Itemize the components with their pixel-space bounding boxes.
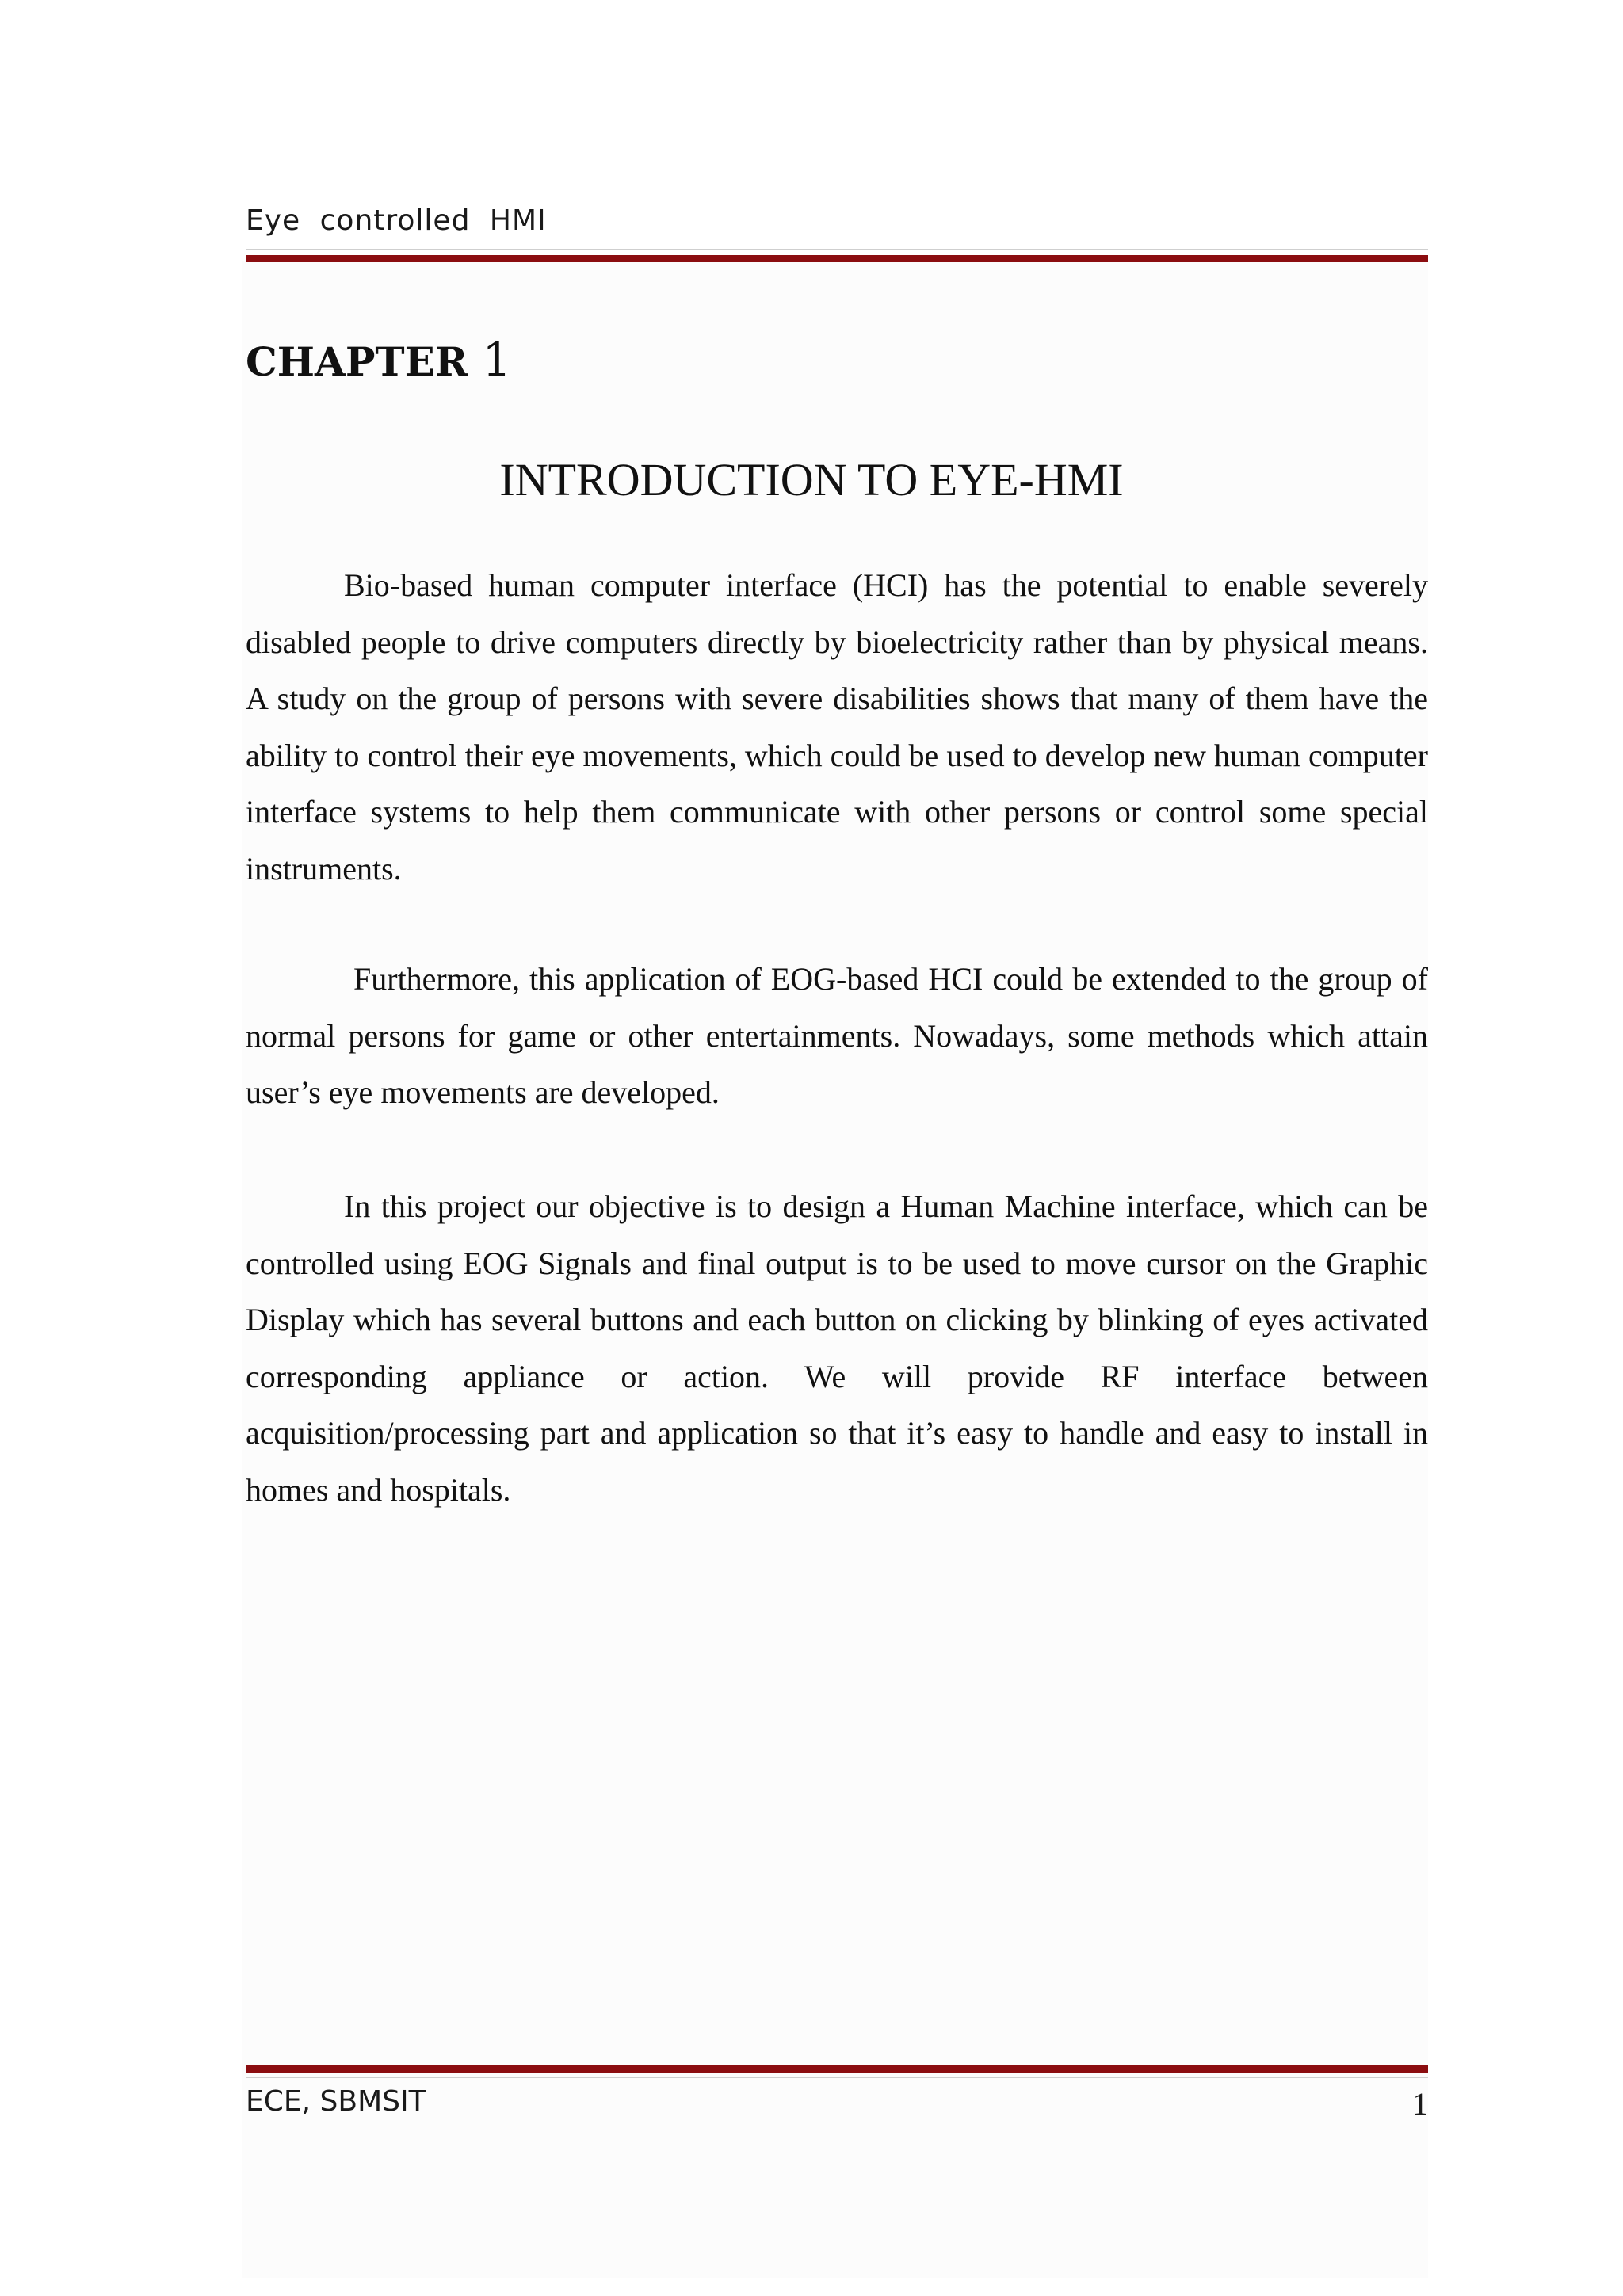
paragraph-2: Furthermore, this application of EOG-based HCI could be extended to the group of normal persons for game or other entertainments. Nowadays, some methods which attain user’s eye movements are developed. — [246, 961, 1428, 1110]
running-header: Eye controlled HMI — [246, 204, 547, 237]
chapter-number: 1 — [482, 333, 512, 387]
page-number: 1 — [1412, 2086, 1428, 2122]
header-thin-rule — [246, 249, 1428, 250]
footer-thick-rule — [246, 2065, 1428, 2073]
footer-thin-rule — [246, 2077, 1428, 2078]
footer-department: ECE, SBMSIT — [246, 2085, 426, 2118]
header-thick-rule — [246, 255, 1428, 262]
chapter-title: INTRODUCTION TO EYE-HMI — [499, 454, 1124, 505]
chapter-label: CHAPTER — [246, 338, 468, 385]
chapter-heading — [246, 333, 511, 387]
paragraph-1: Bio-based human computer interface (HCI) has the potential to enable severely disabled people to drive computers directly by bioelectricity rather than by physical means. A study on the group of persons with severe disabilities shows that many of them have the ability to control their eye movements, which could be used to develop new human computer interface systems to help them communicate with other persons or control some special instruments. — [246, 567, 1428, 887]
paragraph-3: In this project our objective is to design a Human Machine interface, which can be controlled using EOG Signals and final output is to be used to move cursor on the Graphic Display which has several buttons and each button on clicking by blinking of eyes activated corresponding appliance or action. We will provide RF interface between acquisition/processing part and application so that it’s easy to handle and easy to install in homes and hospitals. — [246, 1188, 1428, 1508]
